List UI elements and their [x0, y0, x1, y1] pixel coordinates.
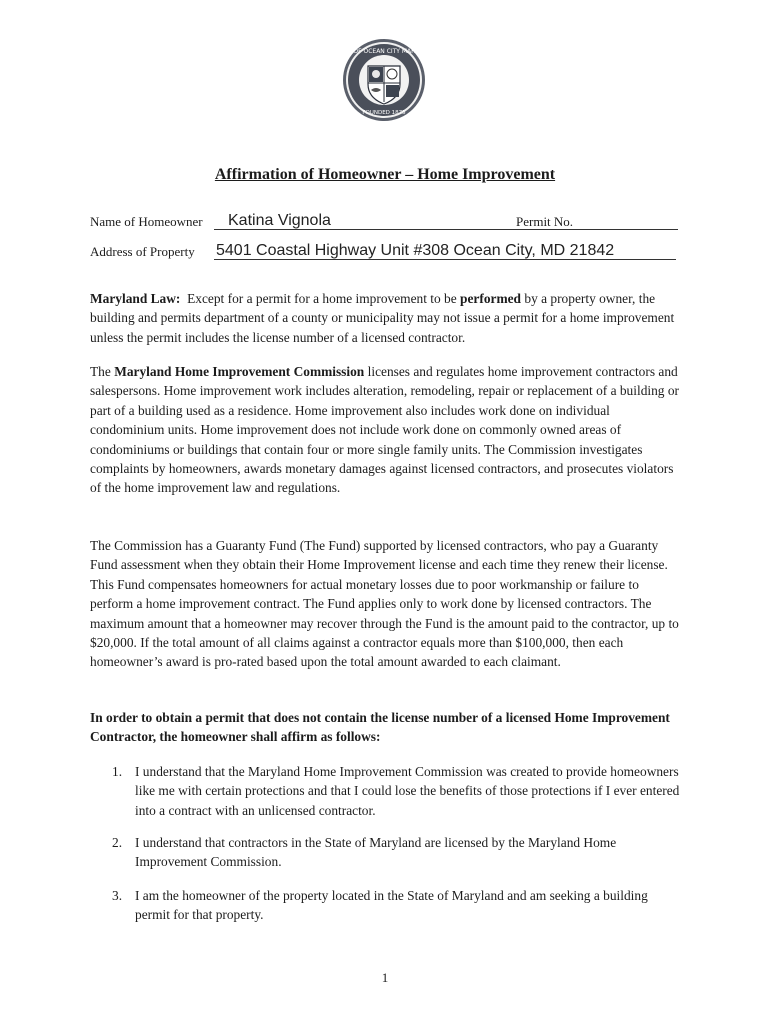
name-label: Name of Homeowner	[90, 214, 203, 229]
address-label: Address of Property	[90, 244, 195, 259]
list-item: 3. I am the homeowner of the property located in the State of Maryland and am seeking a building permit for that property.	[112, 888, 648, 923]
affirmation-intro: In order to obtain a permit that does not contain the license number of a licensed Home Improvement Contractor, the homeowner shall affirm as follows:	[90, 710, 670, 745]
document-title: Affirmation of Homeowner – Home Improvement	[214, 166, 556, 183]
svg-text:FOUNDED 1875: FOUNDED 1875	[362, 110, 406, 116]
address-row	[90, 242, 680, 262]
commission-paragraph: The Maryland Home Improvement Commission licenses and regulates home improvement contractors and salespersons. Home improvement work includes alteration, remodeling, repair or replacement of a building or part of a building used as a residence. Home improvement also includes work done on individual condominium units. Home improvement does not include work done on commonly owned areas of condominiums or buildings that contain four or more single family units. The Commission investigates complaints by homeowners, awards monetary damages against licensed contractors, and prosecutes violators of the home improvement law and regulations.	[90, 364, 680, 496]
name-value[interactable]: Katina Vignola	[228, 212, 331, 229]
page-number: 1	[381, 970, 389, 985]
town-seal-logo	[332, 38, 436, 122]
svg-text:TOWN OF OCEAN CITY MARYLAND: TOWN OF OCEAN CITY MARYLAND	[332, 48, 436, 55]
list-item: 1. I understand that the Maryland Home Improvement Commission was created to provide homeowners like me with certain protections and that I could lose the benefits of those protections if I ever entered into a contract with an unlicensed contractor.	[112, 764, 680, 818]
maryland-law-lead: Maryland Law:	[90, 291, 181, 306]
permit-label: Permit No.	[516, 214, 574, 229]
maryland-law-paragraph: Maryland Law: Except for a permit for a home improvement to be performed by a property owner, the building and permits department of a county or municipality may not issue a permit for a home improvement unless the permit includes the license number of a licensed contractor.	[90, 291, 675, 345]
guaranty-fund-paragraph: The Commission has a Guaranty Fund (The Fund) supported by licensed contractors, who pay a Guaranty Fund assessment when they obtain their Home Improvement license and each time they renew their license. This Fund compensates homeowners for actual monetary losses due to poor workmanship or failure to perform a home improvement contract. The Fund applies only to work done by licensed contractors. The maximum amount that a homeowner may recover through the Fund is the amount paid to the contractor, up to $20,000. If the total amount of all claims against a contractor equals more than $100,000, then each homeowner’s award is pro-rated based upon the total amount awarded to each claimant.	[90, 538, 679, 670]
homeowner-name-row	[90, 212, 680, 232]
permit-number-field[interactable]	[588, 211, 678, 230]
list-item: 2. I understand that contractors in the State of Maryland are licensed by the Maryland Home Improvement Commission.	[112, 835, 617, 870]
address-value[interactable]: 5401 Coastal Highway Unit #308 Ocean City, MD 21842	[216, 242, 615, 259]
